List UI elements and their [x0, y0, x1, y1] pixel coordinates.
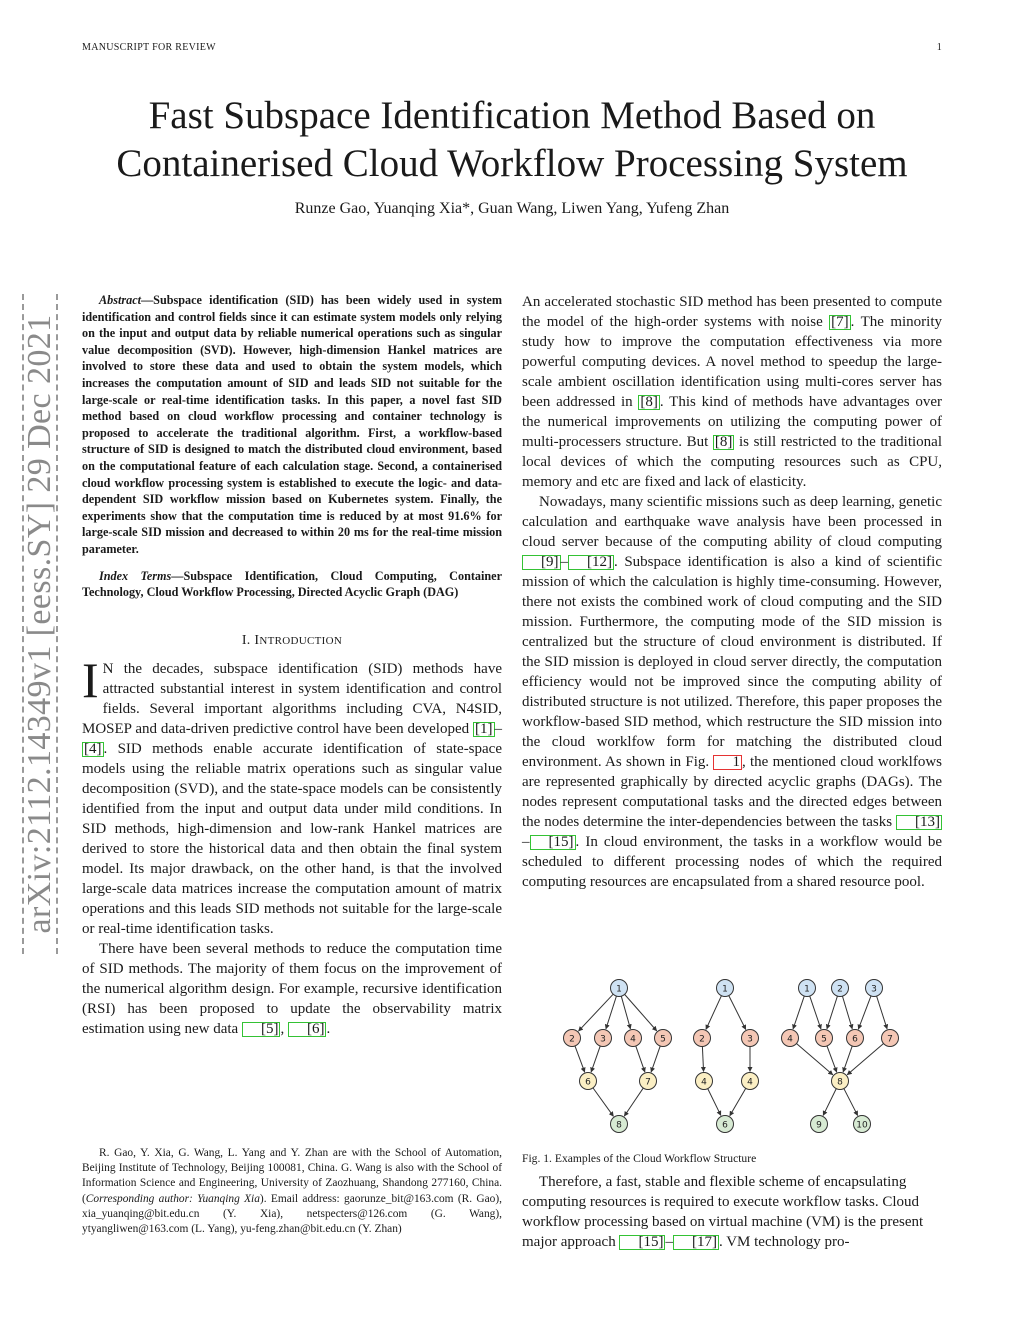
dag-edge: [842, 996, 852, 1029]
footnote-text-a: R. Gao, Y. Xia, G. Wang, L. Yang and Y. Zhan are with the School of Automation, Beijing Institute of Technology, Beijing 100081, China. G. Wang is also with the School of Information Science and Engineering, University of Zaozhuang, Shandong 277160, China. (: [82, 1147, 502, 1205]
dag-edge: [730, 1088, 746, 1115]
dag-node-label: 3: [600, 1034, 606, 1045]
dag-node-label: 5: [821, 1034, 827, 1045]
citation-link[interactable]: [15]: [619, 1235, 665, 1250]
right-column: [522, 292, 942, 892]
dag-edge: [810, 996, 821, 1029]
dag-edge: [847, 1044, 883, 1075]
dag-edge: [844, 1089, 858, 1116]
rc-p1-a: An accelerated stochastic SID method has been presented to compute the model of the high-order systems with noise: [522, 294, 942, 330]
rc-p1-c: . This kind of methods have advantages over the numerical improvements on utilizing the computing power of multi-processers structure. But: [522, 394, 942, 450]
index-terms: Index Terms—Subspace Identification, Cloud Computing, Container Technology, Cloud Workflow Processing, Directed Acyclic Graph (DAG): [82, 568, 502, 600]
citation-link[interactable]: [1]: [475, 720, 493, 737]
drop-cap: I: [82, 651, 99, 708]
citation-link[interactable]: [4]: [84, 740, 102, 757]
dag-node-label: 1: [804, 984, 810, 995]
dag-edge: [823, 1089, 836, 1116]
citation-link[interactable]: [12]: [568, 555, 614, 570]
dag-edge: [708, 1089, 721, 1116]
dag-edge: [877, 996, 888, 1029]
right-paragraph-2: [522, 492, 942, 892]
citation-link[interactable]: [17]: [673, 1235, 719, 1250]
section-title-first: I: [254, 632, 260, 648]
intro-p1-text-a: N the decades, subspace identification (SID) methods have attracted substantial interest in system identification and control fields. Several important algorithms including CVA, N4SID, MOSEP and data-driven predictive control have been developed: [82, 660, 502, 737]
figure-caption: Fig. 1. Examples of the Cloud Workflow Structure: [522, 1152, 757, 1165]
rc-p2-b: –: [560, 554, 568, 570]
section-heading-introduction: [82, 633, 502, 649]
rc-p2-a: Nowadays, many scientific missions such as deep learning, genetic calculation and earthquake wave analysis have been processed in cloud server because of the computing ability of cloud computing: [522, 494, 942, 550]
dag-node-label: 7: [645, 1077, 651, 1088]
dag-node-label: 6: [585, 1077, 591, 1088]
citation-link[interactable]: [13]: [896, 815, 942, 830]
dag-edge: [827, 996, 838, 1029]
dag-node-label: 3: [871, 984, 877, 995]
paper-title: [60, 92, 964, 188]
citation-link[interactable]: [9]: [522, 555, 561, 570]
figure-link[interactable]: 1: [713, 755, 742, 770]
dag-node-label: 4: [747, 1077, 753, 1088]
citation-link[interactable]: [8]: [640, 394, 658, 410]
intro-paragraph-1: [82, 651, 502, 939]
rc-p2-c: . Subspace identification is also a kind of scientific mission of which the calculation is highly time-consuming. However, there not exists the combined work of cloud computing and the SID mission. Furthermore, the computing mode of the SID mission is centralized but the structure of cloud environment is distributed. If the SID mission is deployed in cloud server directly, the computation efficiency would not be improved since the computing ability of distributed structure is not utilized. Therefore, this paper proposes the workflow-based SID method, which restructure the SID mission into the cloud worklfow form for matching the distributed cloud environment. As shown in Fig.: [522, 554, 942, 770]
left-column: [82, 292, 502, 1039]
dag-node-label: 4: [630, 1034, 636, 1045]
intro-paragraph-2: [82, 939, 502, 1039]
section-numeral: I.: [241, 632, 251, 648]
index-terms-text: Subspace Identification, Cloud Computing, Container Technology, Cloud Workflow Processing, Directed Acyclic Graph (DAG): [82, 568, 502, 600]
dag-edge: [621, 996, 630, 1029]
intro-p2-end: .: [326, 1020, 331, 1037]
dag-edge: [706, 996, 721, 1030]
right-paragraph-3: [522, 1172, 942, 1252]
rc-p2-f: . In cloud environment, the tasks in a workflow would be scheduled to different processing nodes of which the required computing resources are encapsulated from a shared resource pool.: [522, 834, 942, 890]
intro-p1-dash: –: [494, 720, 502, 737]
right-paragraph-1: [522, 292, 942, 492]
dag-node-label: 6: [852, 1034, 858, 1045]
abstract: Abstract—Subspace identification (SID) has been widely used in system identification and control fields since it can estimate system models only relying on the input and output data by reliable numerical operations such as singular value decomposition (SVD). However, high-dimension Hankel matrices are involved to store these data and used to obtain the system models, which increases the computation amount of SID and leads SID not suitable for the large-scale or real-time identification tasks. In this paper, a novel fast SID method based on cloud workflow processing and container technology is proposed to accelerate the traditional algorithm. First, a workflow-based structure of SID is designed to match the distributed cloud environment, based on the computational feature of each calculation stage. Second, a containerised cloud workflow processing system is established to execute the logic- and data- dependent SID workflow mission based on Kubernetes system. Finally, the experiments show that the computation time is reduced by at most 91.6% for large-scale SID mission and decreased to within 20 ms for the real-time mission parameter.: [82, 293, 502, 556]
dag-edge: [579, 994, 614, 1031]
dag-node-label: 8: [837, 1077, 843, 1088]
rc-p1-b: . The minority study how to improve the computation effectiveness via more powerful computing devices. A novel method to speedup the large-scale ambient oscillation identification using multi-cores server has been addressed in: [522, 314, 942, 410]
dag-edge: [593, 1088, 613, 1116]
dag-edge: [606, 996, 617, 1029]
title-line-1: Fast Subspace Identification Method Based on: [148, 94, 876, 137]
rc-p3-a: Therefore, a fast, stable and flexible scheme of encapsulating computing resources is required to execute workflow tasks. Cloud workflow processing based on virtual machine (VM) is the present major approach: [522, 1174, 924, 1250]
dag-edge: [858, 996, 871, 1029]
section-title-rest: NTRODUCTION: [259, 634, 343, 647]
rc-p3-b: –: [665, 1234, 673, 1250]
dag-node-label: 8: [616, 1120, 622, 1131]
index-terms-label: Index Terms: [99, 568, 172, 583]
figure-1-dag-examples: [522, 968, 942, 1138]
citation-link[interactable]: [7]: [831, 314, 849, 330]
citation-link[interactable]: [8]: [714, 434, 733, 450]
right-column-continued: [522, 1172, 942, 1252]
title-line-2: Containerised Cloud Workflow Processing System: [116, 142, 908, 185]
dag-node-label: 5: [660, 1034, 666, 1045]
dag-node-label: 2: [699, 1034, 705, 1045]
arxiv-stamp: [20, 294, 60, 954]
page-number: 1: [936, 42, 942, 53]
dag-edge: [624, 1088, 643, 1116]
citation-link[interactable]: [5]: [242, 1022, 281, 1037]
dag-edge: [843, 1046, 852, 1072]
abstract-label: Abstract: [99, 293, 141, 307]
abstract-text: Subspace identification (SID) has been widely used in system identification and control fields since it can estimate system models only relying on the input and output data by reliable numerical operations such as singular value decomposition (SVD). However, high-dimension Hankel matrices are involved to store these data and used to obtain the system models, which increases the computation amount of SID and leads SID not suitable for the large-scale or real-time identification tasks. In this paper, a novel fast SID method based on cloud workflow processing and container technology is proposed to accelerate the traditional algorithm. First, a workflow-based structure of SID is designed to match the distributed cloud environment, based on the computational feature of each calculation stage. Second, a containerised cloud workflow processing system is established to execute the logic- and data- dependent SID workflow mission based on Kubernetes system. Finally, the experiments show that the computation time is reduced by at most 91.6% for large-scale SID mission and decreased to within 20 ms for the real-time mission parameter.: [82, 293, 502, 556]
dag-edge: [793, 996, 804, 1029]
citation-link[interactable]: [6]: [288, 1022, 327, 1037]
rc-p2-d: , the mentioned cloud worklfows are represented graphically by directed acyclic graphs (DAGs). The nodes represent computational tasks and the directed edges between the nodes determine the inter-dependencies between the tasks: [522, 754, 942, 830]
dag-node-label: 1: [616, 984, 622, 995]
dag-node-label: 4: [787, 1034, 793, 1045]
running-title: MANUSCRIPT FOR REVIEW: [82, 42, 216, 53]
dag-node-label: 2: [837, 984, 843, 995]
intro-p2-sep: ,: [280, 1020, 288, 1037]
author-list: Runze Gao, Yuanqing Xia*, Guan Wang, Liwen Yang, Yufeng Zhan: [294, 200, 730, 217]
dag-node-label: 4: [701, 1077, 707, 1088]
footnote-text-b: ). Email address: gaorunze_bit@163.com (R. Gao), xia_yuanqing@bit.edu.cn (Y. Xia), netspecters@126.com (G. Wang), ytyangliwen@163.com (L. Yang), yu-feng.zhan@bit.edu.cn (Y. Zhan): [82, 1192, 503, 1236]
dag-edge: [827, 1046, 837, 1072]
dag-edge: [575, 1046, 585, 1072]
dag-edge: [636, 1046, 645, 1072]
dag-node-label: 7: [887, 1034, 893, 1045]
intro-p1-text-c: . SID methods enable accurate identification of state-space models using the reliable matrix operations such as singular value decomposition (SVD), and the state-space models can be consistently identified from the input and output data under mild conditions. In SID methods, high-dimension and low-rank Hankel matrices are derived to store the historical data and then obtain the final system model. Its major drawback, on the other hand, is that the involved large-scale data matrices increase the computation amount of matrix operations and this leads SID methods not suitable for the large-scale or real-time identification tasks.: [82, 740, 502, 937]
dag-edge: [651, 1046, 660, 1072]
dag-node-label: 10: [856, 1120, 868, 1131]
dag-node-label: 6: [722, 1120, 728, 1131]
dag-edge: [729, 996, 746, 1030]
dag-node-label: 2: [569, 1034, 575, 1045]
dag-edge: [591, 1046, 600, 1072]
rc-p3-c: . VM technology pro-: [718, 1234, 850, 1250]
intro-p2-text-a: There have been several methods to reduce the computation time of SID methods. The majority of them focus on the improvement of the numerical algorithm design. For example, recursive identification (RSI) has been proposed to update the observability matrix estimation using new data: [82, 940, 502, 1037]
citation-link[interactable]: [15]: [530, 835, 576, 850]
dag-node-label: 1: [722, 984, 728, 995]
corresponding-author: Corresponding author: Yuanqing Xia: [85, 1192, 260, 1205]
affiliation-footnote: [82, 1146, 502, 1237]
dag-node-label: 9: [816, 1120, 822, 1131]
dag-node-label: 3: [747, 1034, 753, 1045]
rc-p2-e: –: [522, 834, 530, 850]
rc-p1-d: is still restricted to the traditional local devices of which the computing resources such as CPU, memory and etc are fixed and lack of elasticity.: [522, 434, 942, 490]
arxiv-identifier: arXiv:2112.14349v1 [eess.SY] 29 Dec 2021: [21, 314, 58, 934]
dag-edge: [702, 1046, 703, 1071]
